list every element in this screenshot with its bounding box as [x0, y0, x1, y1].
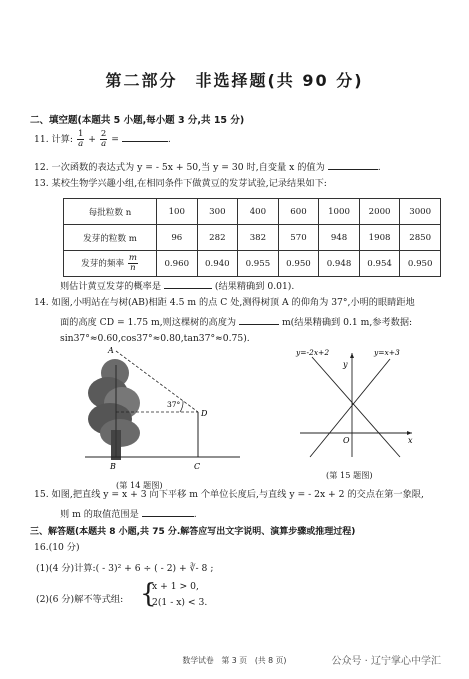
q14-text-b: m(结果精确到 0.1 m,参考数据:: [281, 317, 413, 328]
row-label: [64, 251, 157, 277]
figure-14-tree-diagram: [80, 345, 250, 480]
question-12: 12. 一次函数的表达式为 y = - 5x + 50,当 y = 30 时,自变量 x 的值为 .: [34, 162, 381, 173]
table-cell: 400: [238, 199, 279, 225]
table-cell: 0.960: [157, 251, 198, 277]
q13-estimate: [60, 279, 294, 293]
x-axis-label: x: [408, 436, 413, 445]
table-cell: 570: [278, 225, 319, 251]
section-fill-blank-heading: 二、填空题(本题共 5 小题,每小题 3 分,共 15 分): [30, 115, 245, 126]
q11-frac2-den: a: [101, 139, 107, 149]
x-axis-arrow-icon: [407, 431, 412, 435]
question-16-part-1: (1)(4 分)计算:( - 3)² + 6 ÷ ( - 2) + ∛- 8 ;: [36, 563, 214, 574]
table-cell: 96: [157, 225, 198, 251]
q15-text-a: 则 m 的取值范围是: [60, 509, 139, 520]
q13-estimate-text: 则估计黄豆发芽的概率是: [60, 281, 162, 292]
answer-blank[interactable]: [164, 279, 212, 289]
line2-label: y=x+3: [374, 348, 400, 357]
question-16-part-2: (2)(6 分)解不等式组:: [36, 594, 124, 605]
q11-equals: =: [111, 134, 119, 145]
table-cell: 100: [157, 199, 198, 225]
y-axis-label: y: [343, 360, 348, 369]
freq-den: n: [130, 263, 136, 273]
question-15-line-2: [60, 507, 197, 521]
watermark: 公众号 · 辽宁掌心中学汇: [331, 656, 441, 667]
table-cell: 2850: [400, 225, 441, 251]
table-cell: 1908: [359, 225, 400, 251]
page-title: 第二部分 非选择题(共 90 分): [105, 71, 364, 90]
row-label: 发芽的粒数 m: [64, 225, 157, 251]
table-cell: 0.954: [359, 251, 400, 277]
question-16-head: 16.(10 分): [34, 542, 80, 553]
table-cell: 0.940: [197, 251, 238, 277]
figure-14-caption: (第 14 题图): [116, 480, 163, 490]
point-b-label: B: [110, 462, 116, 471]
table-cell: 382: [238, 225, 279, 251]
fraction-2-over-a: [100, 130, 107, 149]
origin-label: O: [343, 436, 350, 445]
question-14-line-1: 14. 如图,小明站在与树(AB)相距 4.5 m 的点 C 处,测得树顶 A 的仰角为 37°,小明的眼睛距地: [34, 297, 415, 308]
q11-frac1-num: 1: [77, 129, 84, 139]
inequality-2: 2(1 - x) < 3.: [152, 597, 208, 608]
table-cell: 600: [278, 199, 319, 225]
q12-text: 12. 一次函数的表达式为 y = - 5x + 50,当 y = 30 时,自变量 x 的值为: [34, 162, 325, 173]
table-cell: 0.948: [319, 251, 360, 277]
tree-illustration: [88, 359, 140, 460]
q11-plus: +: [88, 134, 96, 145]
section-solve-heading: 三、解答题(本题共 8 小题,共 75 分.解答应写出文字说明、演算步骤或推理过程): [30, 527, 356, 537]
q15-text-b: .: [193, 509, 197, 520]
figure-15-graph: [290, 345, 420, 460]
table-cell: 0.950: [400, 251, 441, 277]
table-cell: 2000: [359, 199, 400, 225]
inequality-1: x + 1 > 0,: [152, 581, 199, 592]
line-y-x-plus3: [310, 359, 390, 457]
row-label: 每批粒数 n: [64, 199, 157, 225]
table-cell: 3000: [400, 199, 441, 225]
table-cell: 0.955: [238, 251, 279, 277]
point-a-label: A: [108, 346, 114, 355]
q11-frac1-den: a: [78, 139, 84, 149]
freq-label: 发芽的频率: [81, 259, 125, 269]
angle-arc: [180, 401, 183, 412]
fraction-m-over-n: [128, 254, 138, 273]
question-15-line-1: 15. 如图,把直线 y = x + 3 向下平移 m 个单位长度后,与直线 y = - 2x + 2 的交点在第一象限,: [34, 489, 424, 500]
answer-blank[interactable]: [142, 507, 194, 517]
inequality-brace-icon: {: [140, 579, 157, 609]
q14-text-a: 面的高度 CD = 1.75 m,则这棵树的高度为: [60, 317, 237, 328]
table-row: [64, 199, 441, 225]
q13-precision-note: (结果精确到 0.01).: [214, 281, 295, 292]
table-row: [64, 251, 441, 277]
question-13: 13. 某校生物学兴趣小组,在相同条件下做黄豆的发芽试验,记录结果如下:: [34, 178, 327, 189]
table-cell: 948: [319, 225, 360, 251]
table-cell: 300: [197, 199, 238, 225]
line-y-neg2x-plus2: [312, 357, 400, 457]
germination-table: [63, 198, 441, 277]
answer-blank[interactable]: [122, 132, 168, 142]
question-11: 11. 计算: $\frac{1}{a}$ + $\frac{2}{a}$ = .: [34, 129, 171, 149]
q11-frac2-num: 2: [100, 129, 107, 139]
fraction-1-over-a: [77, 130, 84, 149]
answer-blank[interactable]: [239, 315, 279, 325]
page-footer: 数学试卷 第 3 页 (共 8 页): [182, 656, 287, 665]
point-c-label: C: [194, 462, 201, 471]
point-d-label: D: [201, 409, 208, 418]
table-cell: 0.950: [278, 251, 319, 277]
y-axis-arrow-icon: [350, 353, 354, 358]
answer-blank[interactable]: [328, 160, 378, 170]
question-14-line-2: [60, 315, 412, 329]
q11-prefix: 11. 计算:: [34, 134, 74, 145]
table-row: [64, 225, 441, 251]
freq-num: m: [128, 253, 137, 263]
figure-15-caption: (第 15 题图): [326, 470, 373, 480]
table-cell: 1000: [319, 199, 360, 225]
table-cell: 282: [197, 225, 238, 251]
line1-label: y=-2x+2: [296, 348, 330, 357]
question-14-line-3: sin37°≈0.60,cos37°≈0.80,tan37°≈0.75).: [60, 333, 250, 344]
angle-label: 37°: [167, 400, 181, 409]
